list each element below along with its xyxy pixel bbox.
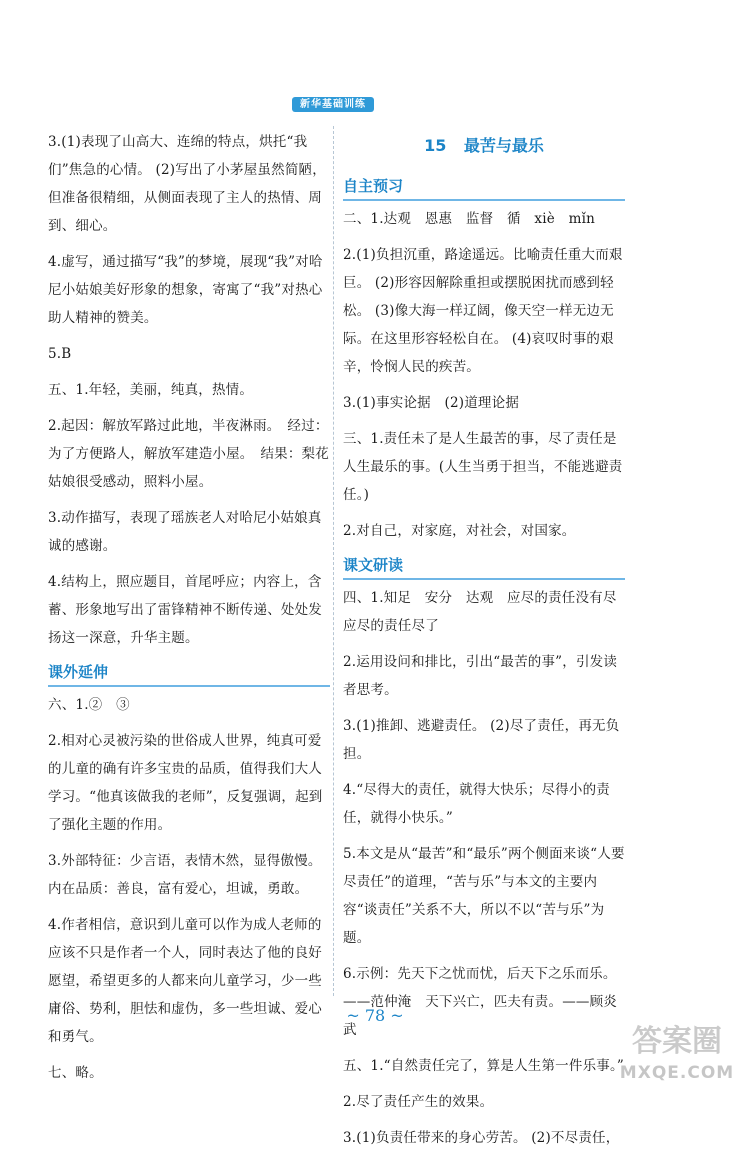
answer-paragraph: 3.动作描写，表现了瑶族老人对哈尼小姑娘真诚的感谢。: [48, 510, 322, 554]
answer-paragraph: 3.外部特征：少言语，表情木然，显得傲慢。 内在品质：善良，富有爱心，坦诚，勇敢。: [48, 853, 329, 897]
answer-paragraph: 三、1.责任未了是人生最苦的事，尽了责任是人生最乐的事。(人生当勇于担当，不能逃避责任。): [343, 431, 623, 503]
answer-paragraph: 5.B: [48, 346, 72, 362]
page-number: ~ 78 ~: [346, 1006, 404, 1025]
lesson-title: [343, 128, 625, 172]
answer-paragraph: 2.对自己，对家庭，对社会，对国家。: [343, 523, 576, 539]
answer-paragraph: 七、略。: [48, 1065, 103, 1081]
answer-paragraph: 四、1.知足 安分 达观 应尽的责任没有尽 应尽的责任尽了: [343, 590, 631, 634]
answer-paragraph: 4.作者相信，意识到儿童可以作为成人老师的应该不只是作者一个人，同时表达了他的良好愿望，希望更多的人都来向儿童学习，少一些庸俗、势利，胆怯和虚伪，多一些坦诚、爱心和勇气。: [48, 917, 322, 1045]
lesson-name: 最苦与最乐: [463, 136, 544, 155]
answer-paragraph: 6.示例：先天下之忧而忧，后天下之乐而乐。——范仲淹 天下兴亡，匹夫有责。——顾炎武: [343, 966, 617, 1038]
watermark-url: MXQE.COM: [619, 1063, 735, 1083]
column-divider: [333, 126, 334, 996]
answer-paragraph: 3.(1)表现了山高大、连绵的特点，烘托“我们”焦急的心情。 (2)写出了小茅屋虽然简陋，但准备很精细，从侧面表现了主人的热情、周到、细心。: [48, 134, 326, 234]
answer-paragraph: 5.本文是从“最苦”和“最乐”两个侧面来谈“人要尽责任”的道理，“苦与乐”与本文的主要内容“谈责任”关系不大，所以不以“苦与乐”为题。: [343, 846, 625, 946]
section-heading-preview: 自主预习: [343, 174, 625, 201]
answer-paragraph: 五、1.年轻，美丽，纯真，热情。: [48, 382, 254, 398]
answer-paragraph: 2.(1)负担沉重，路途遥远。比喻责任重大而艰巨。 (2)形容因解除重担或摆脱困扰而感到轻松。 (3)像大海一样辽阔，像天空一样无边无际。在这里形容轻松自在。 (4)哀叹时事的艰辛，怜悯人民的疾苦。: [343, 247, 623, 375]
answer-paragraph: 3.(1)负责任带来的身心劳苦。 (2)不尽责任，: [343, 1130, 620, 1146]
answer-paragraph: 4.虚写，通过描写“我”的梦境，展现“我”对哈尼小姑娘美好形象的想象，寄寓了“我”对热心助人精神的赞美。: [48, 254, 323, 326]
lesson-number: 15: [424, 136, 447, 155]
left-column: [48, 128, 330, 1095]
watermark-logo: [612, 1022, 742, 1092]
section-heading-extension: 课外延伸: [48, 660, 330, 687]
answer-paragraph: 4.“尽得大的责任，就得大快乐；尽得小的责任，就得小快乐。”: [343, 782, 610, 826]
answer-paragraph: 2.尽了责任产生的效果。: [343, 1094, 494, 1110]
answer-paragraph: 六、1.② ③: [48, 697, 130, 713]
answer-paragraph: 二、1.达观 恩惠 监督 循 xiè mǐn: [343, 211, 596, 227]
answer-paragraph: 2.起因：解放军路过此地，半夜淋雨。 经过：为了方便路人，解放军建造小屋。 结果：梨花姑娘很受感动，照料小屋。: [48, 418, 329, 490]
answer-paragraph: 3.(1)事实论据 (2)道理论据: [343, 395, 520, 411]
answer-paragraph: 2.运用设问和排比，引出“最苦的事”，引发读者思考。: [343, 654, 618, 698]
answer-paragraph: 2.相对心灵被污染的世俗成人世界，纯真可爱的儿童的确有许多宝贵的品质，值得我们大人学习。“他真该做我的老师”，反复强调，起到了强化主题的作用。: [48, 733, 323, 833]
section-heading-study: 课文研读: [343, 553, 625, 580]
answer-paragraph: 五、1.“自然责任完了，算是人生第一件乐事。”: [343, 1058, 625, 1074]
answer-paragraph: 3.(1)推卸、逃避责任。 (2)尽了责任，再无负担。: [343, 718, 620, 762]
answer-paragraph: 4.结构上，照应题目，首尾呼应；内容上，含蓄、形象地写出了雷锋精神不断传递、处处发扬这一深意，升华主题。: [48, 574, 322, 646]
watermark-text: 答案圈: [632, 1024, 722, 1059]
header-banner: 新华基础训练: [292, 97, 374, 112]
